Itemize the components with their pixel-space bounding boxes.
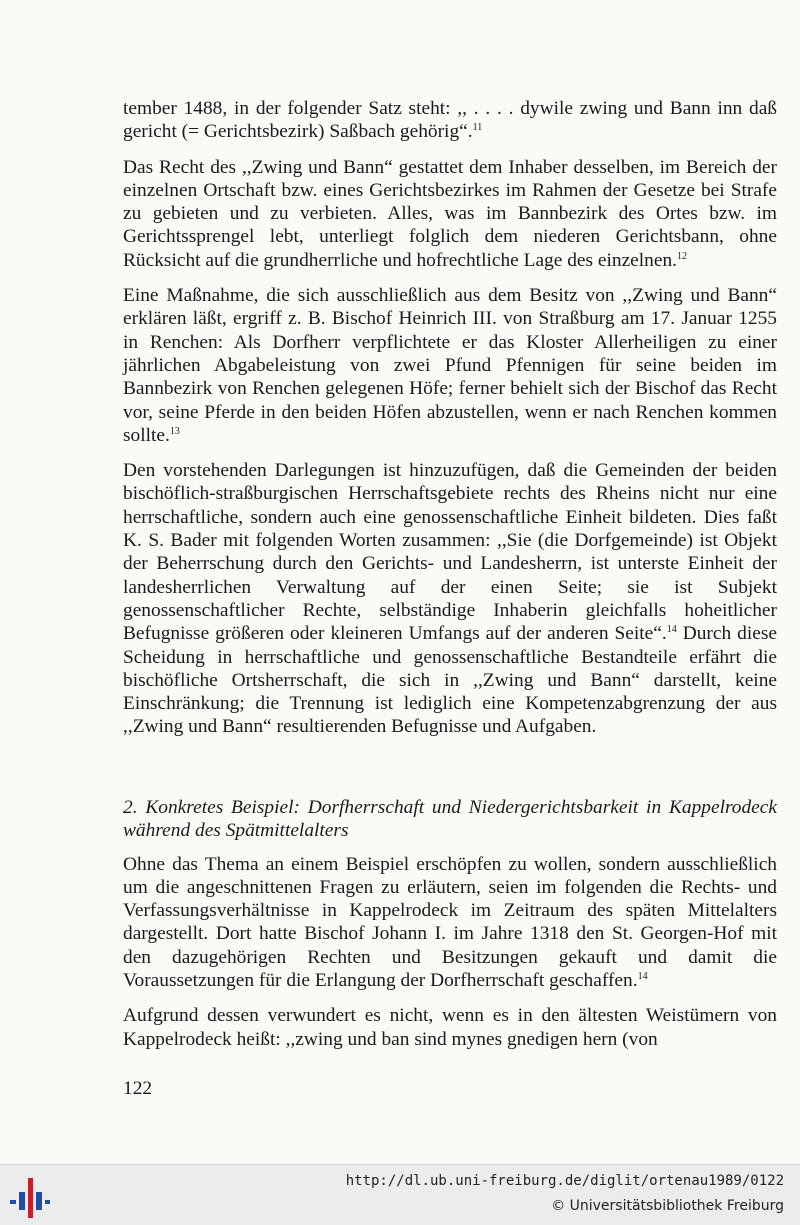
- lower-text-block: [123, 796, 777, 1063]
- paragraph-3: Eine Maßnahme, die sich ausschließlich aus dem Besitz von ,,Zwing und Bann“ erklären läßt, ergriff z. B. Bischof Heinrich III. von Straßburg am 17. Januar 1255 in Renchen: Als Dorfherr verpflichtete er das Kloster Allerheiligen zu einer jährlichen Abgabeleistung von zwei Pfund Pfennigen für seine beiden im Bannbezirk von Renchen gelegenen Höfe; ferner behielt sich der Bischof das Recht vor, seine Pferde in den beiden Höfen abzustellen, wenn er nach Renchen kommen sollte.$^{13}$: [123, 285, 777, 446]
- footnote-ref-11: 11: [472, 122, 483, 134]
- section-heading: 2. Konkretes Beispiel: Dorfherrschaft und Niedergerichtsbarkeit in Kappelrodeck während des Spätmittelalters: [123, 797, 777, 842]
- page-number: 122: [123, 1078, 153, 1099]
- paragraph-4: Den vorstehenden Darlegungen ist hinzuzufügen, daß die Gemeinden der beiden bischöflich-straßburgischen Herrschaftsgebiete rechts des Rheins nicht nur eine herrschaftliche, sondern auch eine genossenschaftliche Einheit bildeten. Dies faßt K. S. Bader mit folgenden Worten zusammen: ,,Sie (die Dorfgemeinde) ist Objekt der Beherrschung durch den Gerichts- und Landesherrn, ist unterste Einheit der landesherrlichen Verwaltung auf der einen Seite; sie ist Subjekt genossenschaftlicher Rechte, selbständige Inhaberin gleichfalls hoheitlicher Befugnisse größeren oder kleineren Umfangs auf der anderen Seite“.$^{14}$ Durch diese Scheidung in herrschaftliche und genossenschaftliche Bestandteile erfährt die bischöfliche Ortsherrschaft, die sich in ,,Zwing und Bann“ darstellt, keine Einschränkung; die Trennung ist lediglich eine Kompetenzabgrenzung der aus ,,Zwing und Bann“ resultierenden Befugnisse und Aufgaben.: [123, 460, 777, 738]
- footer-bar: [0, 1164, 800, 1225]
- paragraph-6: Aufgrund dessen verwundert es nicht, wenn es in den ältesten Weistümern von Kappelrodeck heißt: ,,zwing und ban sind mynes gnedigen hern (von: [123, 1005, 777, 1050]
- ub-freiburg-logo-icon: [10, 1178, 50, 1218]
- footnote-ref-12: 12: [677, 250, 688, 262]
- paragraph-5: Ohne das Thema an einem Beispiel erschöpfen zu wollen, sondern ausschließlich um die angeschnittenen Fragen zu erläutern, seien im folgenden die Rechts- und Verfassungsverhältnisse in Kappelrodeck im Zeitraum des späten Mittelalters dargestellt. Dort hatte Bischof Johann I. im Jahre 1318 den St. Georgen-Hof mit den dazugehörigen Rechten und Besitzungen gekauft und damit die Voraussetzungen für die Erlangung der Dorfherrschaft geschaffen.$^{14}$: [123, 853, 777, 992]
- paragraph-2: Das Recht des ,,Zwing und Bann“ gestattet dem Inhaber desselben, im Bereich der einzelnen Ortschaft bzw. eines Gerichtsbezirkes im Rahmen der Gesetze bei Strafe zu gebieten und zu verbieten. Alles, was im Bannbezirk des Ortes bzw. im Gerichtssprengel lebt, unterliegt folglich dem niederen Gerichtsbann, ohne Rücksicht auf die grundherrliche und hofrechtliche Lage des einzelnen.$^{12}$: [123, 156, 777, 271]
- footnote-ref-14b: 14: [637, 971, 648, 983]
- source-url-link[interactable]: http://dl.ub.uni-freiburg.de/diglit/ortenau1989/0122: [345, 1173, 784, 1189]
- footnote-ref-14a: 14: [666, 624, 677, 636]
- footnote-ref-13: 13: [169, 425, 180, 437]
- paragraph-1: tember 1488, in der folgender Satz steht: ,, . . . . dywile zwing und Bann inn daß gericht (= Gerichtsbezirk) Saßbach gehörig“.$^{11}$: [123, 98, 777, 143]
- copyright-text: © Universitätsbibliothek Freiburg: [551, 1198, 784, 1214]
- upper-text-block: [123, 97, 777, 751]
